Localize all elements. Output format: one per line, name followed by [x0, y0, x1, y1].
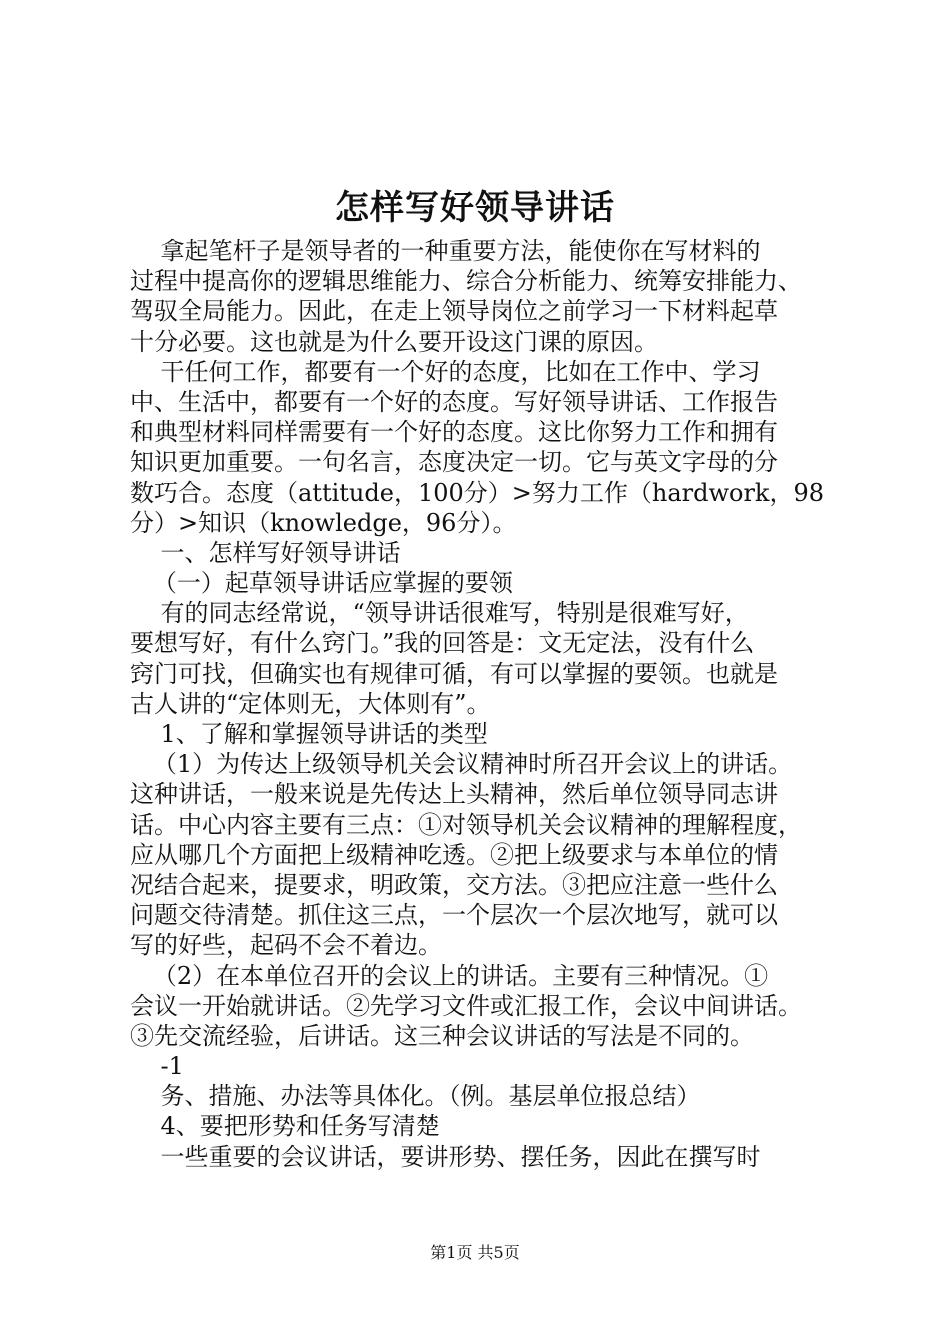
text-line: 古人讲的“定体则无，大体则有”。	[130, 689, 491, 718]
text-line: ③先交流经验，后讲话。这三种会议讲话的写法是不同的。	[130, 1021, 754, 1050]
text-line: （2）在本单位召开的会议上的讲话。主要有三种情况。①	[130, 961, 769, 990]
text-line: 会议一开始就讲话。②先学习文件或汇报工作，会议中间讲话。	[130, 991, 802, 1020]
text-line: 窍门可找，但确实也有规律可循，有可以掌握的要领。也就是	[130, 659, 778, 688]
text-line: 这种讲话，一般来说是先传达上头精神，然后单位领导同志讲	[130, 780, 778, 809]
text-line: 况结合起来，提要求，明政策，交方法。③把应注意一些什么	[130, 870, 778, 899]
text-line: 一些重要的会议讲话，要讲形势、摆任务，因此在撰写时	[130, 1142, 761, 1171]
text-line: 数巧合。态度（attitude，100分）>努力工作（hardwork，98	[130, 478, 825, 507]
text-line: 分）>知识（knowledge，96分）。	[130, 508, 517, 537]
text-line: 写的好些，起码不会不着边。	[130, 931, 442, 960]
document-body	[130, 236, 835, 1172]
text-line: 和典型材料同样需要有一个好的态度。这比你努力工作和拥有	[130, 418, 778, 447]
text-line: 中、生活中，都要有一个好的态度。写好领导讲话、工作报告	[130, 387, 778, 416]
section-heading: 一、怎样写好领导讲话	[130, 538, 401, 567]
text-line: 知识更加重要。一句名言，态度决定一切。它与英文字母的分	[130, 448, 778, 477]
text-line: 问题交待清楚。抓住这三点，一个层次一个层次地写，就可以	[130, 901, 778, 930]
text-line: 应从哪几个方面把上级精神吃透。②把上级要求与本单位的情	[130, 840, 778, 869]
text-line: 务、措施、办法等具体化。（例。基层单位报总结）	[130, 1082, 701, 1111]
text-line: 要想写好，有什么窍门。”我的回答是：文无定法，没有什么	[130, 629, 755, 658]
document-title: 怎样写好领导讲话	[335, 188, 615, 228]
text-line: 过程中提高你的逻辑思维能力、综合分析能力、统筹安排能力、	[130, 267, 802, 296]
page-footer: 第1页 共5页	[430, 1243, 520, 1262]
text-line: 话。中心内容主要有三点：①对领导机关会议精神的理解程度，	[130, 810, 802, 839]
text-line: 驾驭全局能力。因此，在走上领导岗位之前学习一下材料起草	[130, 297, 778, 326]
text-line: 十分必要。这也就是为什么要开设这门课的原因。	[130, 327, 658, 356]
page-marker: -1	[130, 1052, 184, 1081]
item-heading: 1、了解和掌握领导讲话的类型	[130, 720, 488, 748]
text-line: 干任何工作，都要有一个好的态度，比如在工作中、学习	[130, 357, 761, 386]
subsection-heading: （一）起草领导讲话应掌握的要领	[130, 569, 513, 598]
item-heading: 4、要把形势和任务写清楚	[130, 1112, 440, 1141]
text-line: 有的同志经常说，“领导讲话很难写，特别是很难写好，	[130, 599, 749, 628]
text-line: 拿起笔杆子是领导者的一种重要方法，能使你在写材料的	[130, 237, 761, 265]
text-line: （1）为传达上级领导机关会议精神时所召开会议上的讲话。	[130, 750, 793, 779]
